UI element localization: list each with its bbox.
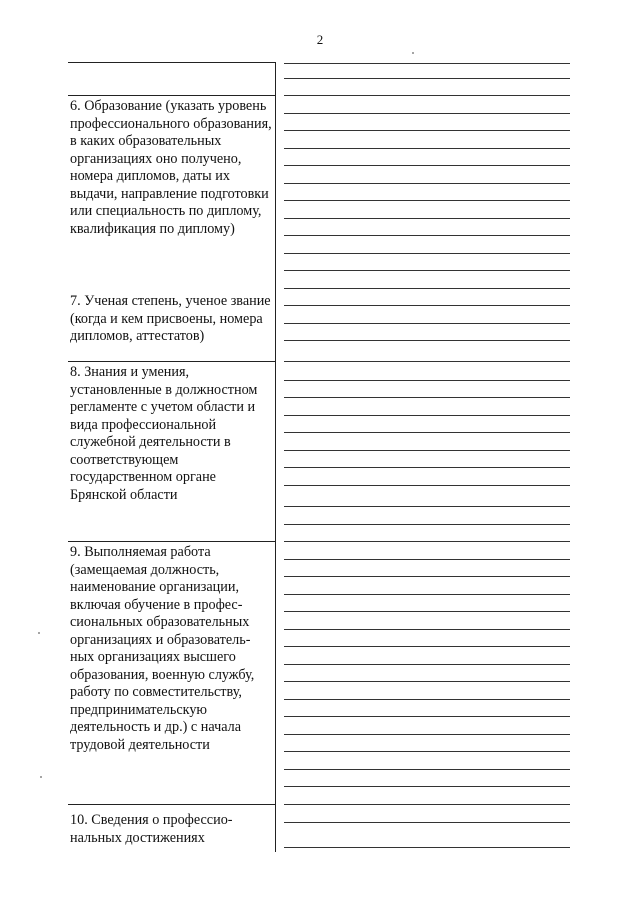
answer-line (284, 270, 570, 271)
answer-line (284, 305, 570, 306)
answer-line (284, 218, 570, 219)
answer-line (284, 506, 570, 507)
answer-line (284, 235, 570, 236)
answer-line (284, 681, 570, 682)
row-10-label: 10. Сведения о профессио-нальных достижениях (70, 812, 233, 846)
answer-line (284, 432, 570, 433)
answer-line (284, 253, 570, 254)
scan-speck (412, 52, 414, 54)
answer-line (284, 450, 570, 451)
answer-line (284, 380, 570, 381)
answer-line (284, 78, 570, 79)
answer-line (284, 485, 570, 486)
answer-line (284, 524, 570, 525)
row-7-label: 7. Ученая степень, ученое звание (когда и кем присвоены, номера дипломов, аттестатов) (70, 293, 271, 344)
answer-line (284, 734, 570, 735)
answer-line (284, 664, 570, 665)
row-separator (68, 541, 275, 542)
answer-line (284, 361, 570, 362)
answer-line (284, 288, 570, 289)
answer-line (284, 541, 570, 542)
answer-line (284, 148, 570, 149)
row-8-label: 8. Знания и умения, установленные в должностном регламенте с учетом области и вида профессиональной служебной деятельности в соответствующем государственном органе Брянской области (70, 364, 258, 503)
answer-line (284, 786, 570, 787)
answer-line (284, 130, 570, 131)
row-separator (68, 62, 275, 63)
answer-line (284, 559, 570, 560)
answer-line (284, 397, 570, 398)
answer-line (284, 200, 570, 201)
row-separator (68, 95, 275, 96)
answer-line (284, 611, 570, 612)
answer-line (284, 594, 570, 595)
answer-line (284, 340, 570, 341)
answer-line (284, 467, 570, 468)
answer-line (284, 699, 570, 700)
answer-line (284, 751, 570, 752)
answer-line (284, 63, 570, 64)
row-9-label: 9. Выполняемая работа (замещаемая должность, наименование организации, включая обучение в профес-сиональных образовательных организациях и образователь-ных организациях высшего образования, военную службу, работу по совместительству, предпринимательскую деятельность и др.) с начала трудовой деятельности (70, 544, 255, 753)
answer-line (284, 415, 570, 416)
page-number: 2 (316, 32, 324, 47)
row-separator (68, 361, 275, 362)
row-6-label: 6. Образование (указать уровень профессионального образования, в каких образовательных организациях оно получено, номера дипломов, даты их выдачи, направление подготовки или специальность по диплому, квалификация по диплому) (70, 98, 272, 237)
answer-line (284, 646, 570, 647)
answer-line (284, 822, 570, 823)
answer-line (284, 323, 570, 324)
column-divider (275, 62, 276, 852)
answer-line (284, 804, 570, 805)
answer-line (284, 769, 570, 770)
scan-speck (38, 632, 40, 634)
questionnaire-table (68, 62, 574, 852)
answer-line (284, 847, 570, 848)
answer-line (284, 113, 570, 114)
scan-speck (40, 776, 42, 778)
answer-line (284, 576, 570, 577)
answer-line (284, 183, 570, 184)
row-separator (68, 804, 275, 805)
answer-line (284, 716, 570, 717)
answer-line (284, 165, 570, 166)
answer-line (284, 95, 570, 96)
answer-line (284, 629, 570, 630)
